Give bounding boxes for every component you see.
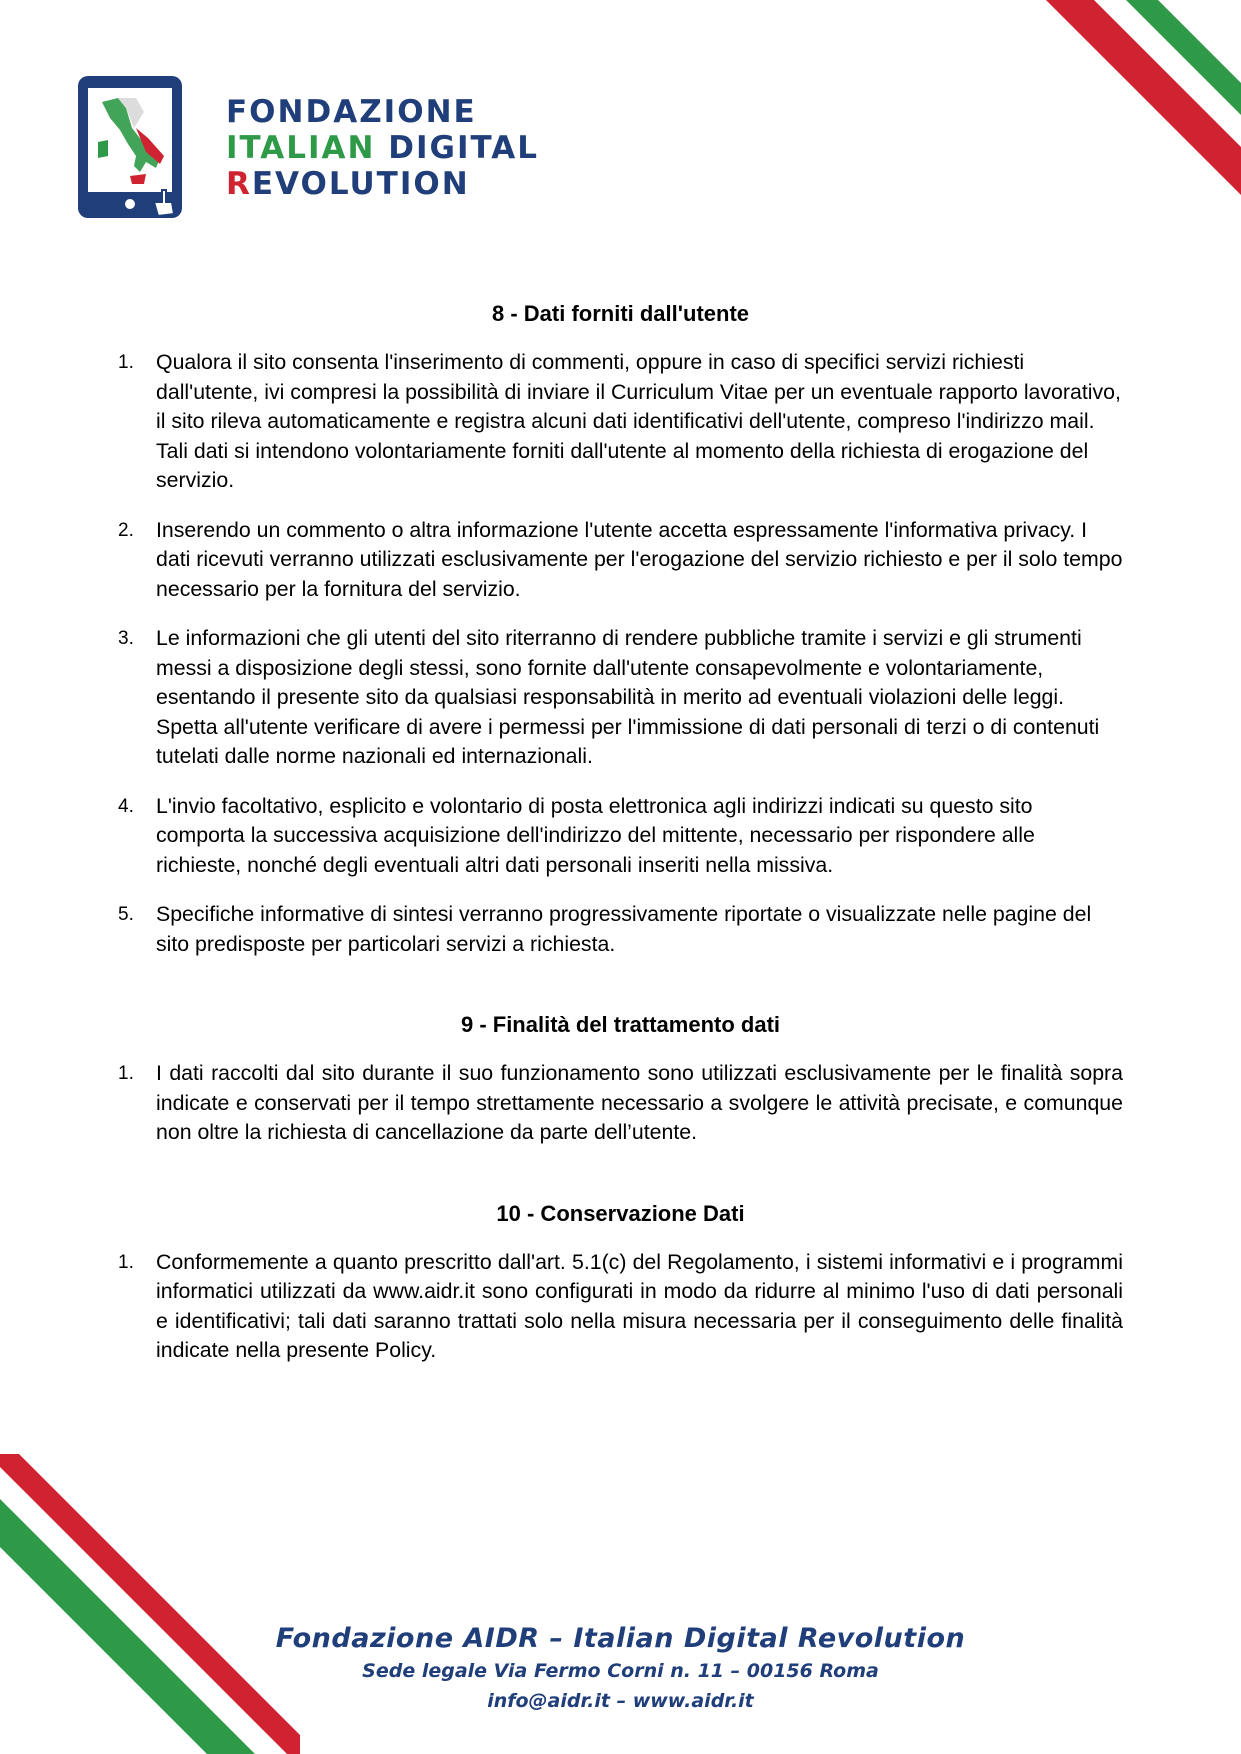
item-number: 5. bbox=[118, 904, 134, 925]
footer-org-name: Fondazione AIDR – Italian Digital Revolution bbox=[275, 1623, 966, 1654]
italy-tablet-icon bbox=[74, 72, 192, 222]
list-item bbox=[118, 900, 1123, 959]
item-text: Conformemente a quanto prescritto dall'art. 5.1(c) del Regolamento, i sistemi informativi e i programmi informatici utilizzati da www.aidr.it sono configurati in modo da ridurre al minimo l'uso di dati personali e identificativi; tali dati saranno trattati solo nella misura necessaria per il conseguimento delle finalità indicate nella presente Policy. bbox=[156, 1249, 1123, 1362]
item-number: 1. bbox=[118, 1251, 134, 1273]
section-title: 10 - Conservazione Dati bbox=[496, 1200, 745, 1226]
logo-line-2b: DIGITAL bbox=[388, 130, 540, 166]
list-item bbox=[118, 516, 1123, 605]
item-text: Qualora il sito consenta l'inserimento di commenti, oppure in caso di specifici servizi richiesti dall'utente, ivi compresi la possibilità di inviare il Curriculum Vitae per un eventuale rapporto lavorativo, il sito rileva automaticamente e registra alcuni dati identificativi dell'utente, compreso l'indirizzo mail. Tali dati si intendono volontariamente forniti dall'utente al momento della richiesta di erogazione del servizio. bbox=[156, 350, 1121, 492]
numbered-list bbox=[118, 1248, 1123, 1366]
foundation-logo bbox=[74, 72, 540, 222]
logo-wordmark bbox=[226, 94, 539, 202]
list-item bbox=[118, 348, 1123, 496]
section-title: 9 - Finalità del trattamento dati bbox=[460, 1012, 781, 1037]
list-item bbox=[118, 1248, 1123, 1366]
item-number: 4. bbox=[118, 795, 134, 817]
item-text: Inserendo un commento o altra informazione l'utente accetta espressamente l'informativa privacy. I dati ricevuti verranno utilizzati esclusivamente per l'erogazione del servizio richiesto e per il solo tempo necessario per la fornitura del servizio. bbox=[156, 517, 1123, 601]
corner-stripes-top-right bbox=[941, 0, 1241, 300]
section-title: 8 - Dati forniti dall'utente bbox=[491, 301, 750, 326]
footer-contacts: info@aidr.it – www.aidr.it bbox=[487, 1690, 754, 1712]
logo-line-2 bbox=[226, 130, 539, 166]
item-text: L'invio facoltativo, esplicito e volontario di posta elettronica agli indirizzi indicati su questo sito comporta la successiva acquisizione dell'indirizzo del mittente, necessario per rispondere alle richieste, nonché degli eventuali altri dati personali inseriti nella missiva. bbox=[156, 793, 1035, 877]
logo-line-3a: R bbox=[226, 166, 252, 202]
item-text: Le informazioni che gli utenti del sito riterranno di rendere pubbliche tramite i servizi e gli strumenti messi a disposizione degli stessi, sono fornite dall'utente consapevolmente e volontariamente, esentando il presente sito da qualsiasi responsabilità in merito ad eventuali violazioni delle leggi. Spetta all'utente verificare di avere i permessi per l'immissione di dati personali di terzi o di contenuti tutelati dalle norme nazionali ed internazionali. bbox=[156, 626, 1100, 768]
item-text: I dati raccolti dal sito durante il suo funzionamento sono utilizzati esclusivamente per le finalità sopra indicate e conservati per il tempo strettamente necessario a svolgere le attività precisate, e comunque non oltre la richiesta di cancellazione da parte dell’utente. bbox=[156, 1061, 1123, 1144]
numbered-list bbox=[118, 348, 1123, 959]
item-number: 2. bbox=[118, 519, 134, 541]
item-number: 3. bbox=[118, 628, 134, 649]
logo-line-2a: ITALIAN bbox=[226, 130, 389, 166]
item-text: Specifiche informative di sintesi verranno progressivamente riportate o visualizzate nelle pagine del sito predisposte per particolari servizi a richiesta. bbox=[156, 902, 1092, 956]
logo-line-1: FONDAZIONE bbox=[226, 94, 477, 130]
list-item bbox=[118, 1059, 1123, 1148]
numbered-list bbox=[118, 1059, 1123, 1148]
item-number: 1. bbox=[118, 1063, 134, 1084]
document-body bbox=[118, 300, 1123, 1366]
item-number: 1. bbox=[118, 352, 134, 373]
logo-line-3 bbox=[226, 166, 539, 202]
footer-address: Sede legale Via Fermo Corni n. 11 – 00156 Roma bbox=[362, 1660, 879, 1682]
logo-line-3b: EVOLUTION bbox=[251, 166, 470, 202]
list-item bbox=[118, 792, 1123, 881]
page-footer bbox=[0, 1622, 1241, 1716]
list-item bbox=[118, 624, 1123, 772]
